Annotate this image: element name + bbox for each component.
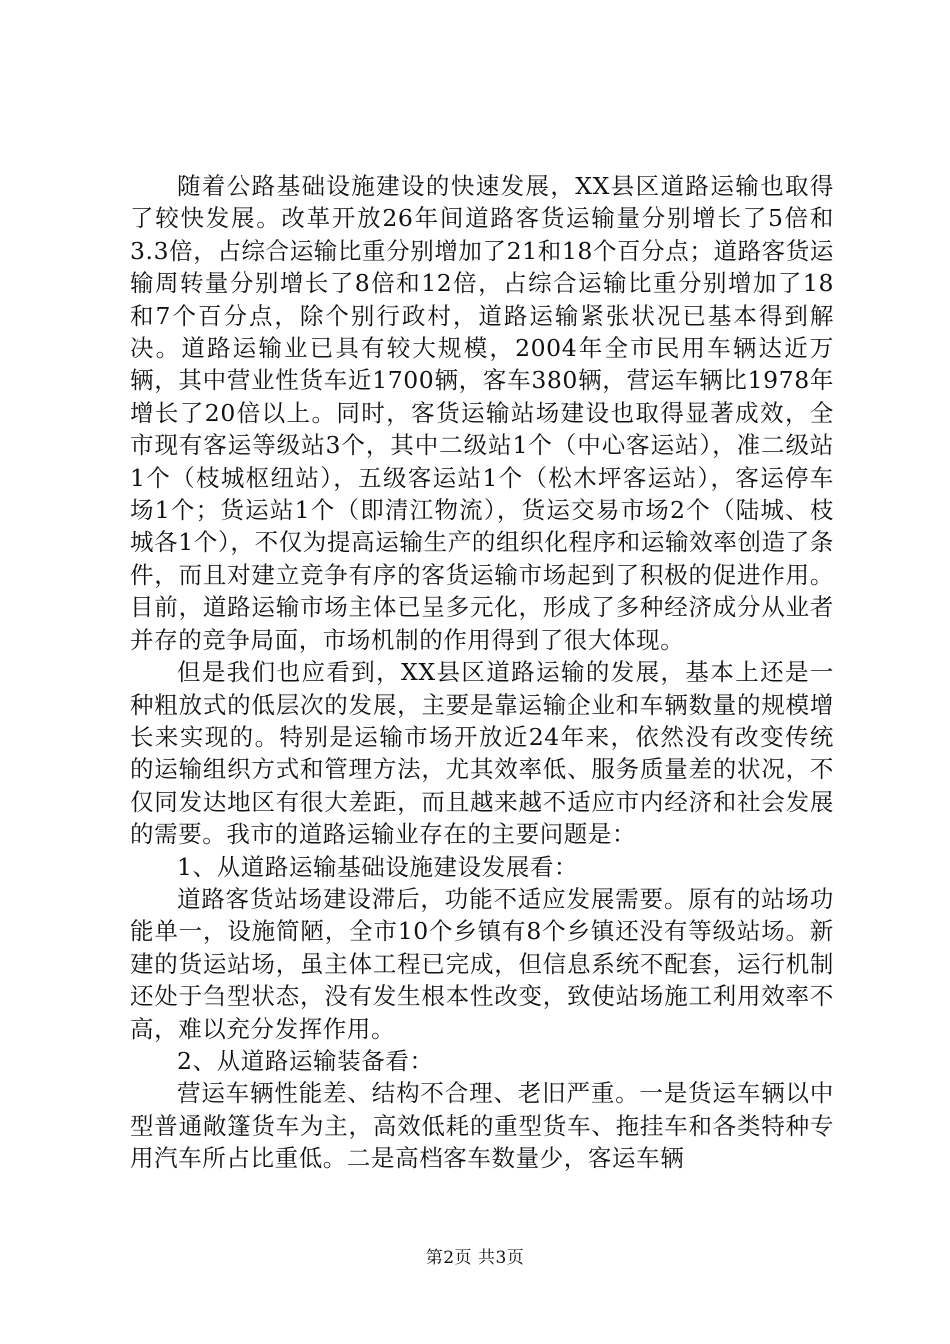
body-text: [130, 170, 834, 1175]
section-heading-infrastructure: 1、从道路运输基础设施建设发展看：: [177, 852, 579, 881]
page-footer: 第2页 共3页: [425, 1248, 525, 1268]
paragraph-development-overview: 随着公路基础设施建设的快速发展，XX县区道路运输也取得了较快发展。改革开放26年间道路客货运输量分别增长了5倍和3.3倍，占综合运输比重分别增加了21和18个百分点；道路客货运输周转量分别增长了8倍和12倍，占综合运输比重分别增加了18和7个百分点，除个别行政村，道路运输紧张状况已基本得到解决。道路运输业已具有较大规模，2004年全市民用车辆达近万辆，其中营业性货车近1700辆，客车380辆，营运车辆比1978年增长了20倍以上。同时，客货运输站场建设也取得显著成效，全市现有客运等级站3个，其中二级站1个（中心客运站），准二级站1个（枝城枢纽站），五级客运站1个（松木坪客运站），客运停车场1个；货运站1个（即清江物流），货运交易市场2个（陆城、枝城各1个），不仅为提高运输生产的组织化程序和运输效率创造了条件，而且对建立竞争有序的客货运输市场起到了积极的促进作用。目前，道路运输市场主体已呈多元化，形成了多种经济成分从业者并存的竞争局面，市场机制的作用得到了很大体现。: [130, 172, 834, 654]
paragraph-problems-intro: 但是我们也应看到，XX县区道路运输的发展，基本上还是一种粗放式的低层次的发展，主要是靠运输企业和车辆数量的规模增长来实现的。特别是运输市场开放近24年来，依然没有改变传统的运输组织方式和管理方法，尤其效率低、服务质量差的状况，不仅同发达地区有很大差距，而且越来越不适应市内经济和社会发展的需要。我市的道路运输业存在的主要问题是：: [130, 658, 834, 849]
paragraph-equipment: 营运车辆性能差、结构不合理、老旧严重。一是货运车辆以中型普通敞篷货车为主，高效低耗的重型货车、拖挂车和各类特种专用汽车所占比重低。二是高档客车数量少，客运车辆: [130, 1079, 834, 1173]
paragraph-infrastructure: 道路客货站场建设滞后，功能不适应发展需要。原有的站场功能单一，设施简陋，全市10个乡镇有8个乡镇还没有等级站场。新建的货运站场，虽主体工程已完成，但信息系统不配套，运行机制还处于刍型状态，没有发生根本性改变，致使站场施工利用效率不高，难以充分发挥作用。: [130, 884, 834, 1043]
section-heading-equipment: 2、从道路运输装备看：: [177, 1046, 434, 1075]
